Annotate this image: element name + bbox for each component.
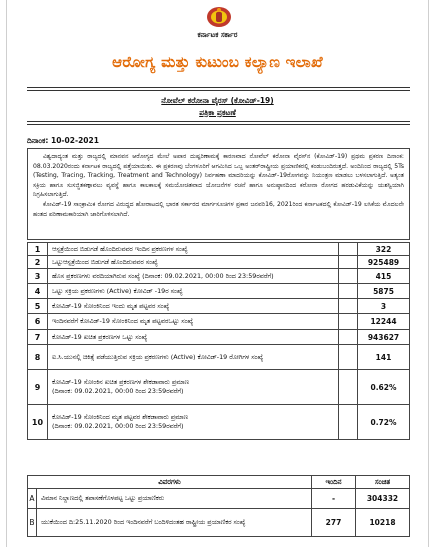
row-description: ವಿಮಾನ ನಿಲ್ದಾಣದಲ್ಲಿ ತಪಾಸಣೆಗೊಳಪಟ್ಟ ಒಟ್ಟು ಪ್ರಯಾಣಿಕರು [37,489,312,509]
row-description-cell [48,370,339,405]
intro-paragraph-1: ವಿಶ್ವದಾದ್ಯಂತ ಮತ್ತು ರಾಜ್ಯದಲ್ಲಿ ಮಾನವನ ಆರೋಗ್ಯದ ಮೇಲೆ ಅಪಾರ ದುಷ್ಪರಿಣಾಮಕ್ಕೆ ಕಾರಣವಾದ ನೋವೆಲ್ ಕರೋನಾ ವೈರಸ್‌ನ (ಕೋವಿಡ್-19) ಪ್ರಥಮ ಪ್ರಕರಣ ದಿನಾಂಕ: 08.03.2020ರಂದು ಕರ್ನಾಟಕ ರಾಜ್ಯದಲ್ಲಿ ಪತ್ತೆಯಾಯಿತು. ಈ ಪ್ರಕರಣವು ಬೆಂಗಳೂರಿಗೆ ಆಗಮಿಸಿದ ಒಬ್ಬ ಅಂತರ್‌ರಾಷ್ಟ್ರೀಯ ಪ್ರಯಾಣಿಕರಲ್ಲಿ ಕಂಡುಬಂದಿರುತ್ತದೆ. ಅಂದಿನಿಂದ ರಾಜ್ಯದಲ್ಲಿ 5Ts (Testing, Tracing, Tracking, Treatment and Technology) ನಿರ್ವಹಣಾ ಮಾದರಿಯನ್ನು ಕೋವಿಡ್-19ರೋಗವನ್ನು ನಿಯಂತ್ರಣ ಮಾಡಲು ಬಳಸಲಾಗುತ್ತಿದೆ. ಅತ್ಯಂತ ಸಕ್ರಿಯ ಹಾಗೂ ಸುಸಜ್ಜಿತಕಣ್ಗಾವಲು ವ್ಯವಸ್ಥೆ ಹಾಗೂ ಕಾಲಕಾಲಕ್ಕೆ ಸಮಯೋಚಿತವಾದ ಯೋಜನೆಗಳ ರಚನೆ ಹಾಗೂ ಅನುಷ್ಠಾನದಿಂದ ಕರೋನಾ ರೋಗದ ಹರಡುವಿಕೆಯನ್ನು ಯಶಸ್ವಿಯಾಗಿ ನಿಗ್ರಹಿಸಲಾಗುತ್ತಿದೆ. [33,153,404,199]
row-description: ಒಟ್ಟು ಸಕ್ರಿಯ ಪ್ರಕರಣಗಳು (Active) ಕೋವಿಡ್ -19ರ ಸಂಖ್ಯೆ [48,284,339,299]
blank-cell [339,256,358,269]
blank-cell [339,345,358,370]
subject-title: ನೋವೆಲ್ ಕರೋನಾ ವೈರಸ್ (ಕೋವಿಡ್-19) [161,96,274,105]
row-description-date: (ದಿನಾಂಕ: 09.02.2021, 00:00 ರಿಂದ 23:59ರವರೆಗೆ) [52,387,184,395]
row-id: B [28,509,37,537]
table-row [28,269,410,284]
blank-cell [339,243,358,256]
table-row [28,299,410,314]
table-header-row [28,476,410,489]
table-row [28,256,410,269]
row-value: 943627 [358,330,410,345]
row-number: 1 [28,243,48,256]
table-row [28,405,410,440]
divider-top-2 [27,90,410,91]
row-cumulative: 10218 [356,509,410,537]
row-description: ಕೋವಿಡ್-19 ಸೋಂಕಿನ ಖಚಿತ ಪ್ರಕರಣಗಳ ಶೇಕಡಾವಾರು ಪ್ರಮಾಣ [52,378,190,386]
table-row [28,509,410,537]
row-value: 141 [358,345,410,370]
header-details: ವಿವರಗಳು [28,476,312,489]
row-value: 322 [358,243,410,256]
row-value: 415 [358,269,410,284]
statistics-table [27,242,410,440]
row-number: 5 [28,299,48,314]
blank-cell [339,405,358,440]
row-description-cell [48,405,339,440]
row-value: 12244 [358,314,410,330]
intro-paragraph-box [27,148,410,240]
intro-paragraph-2: ಕೋವಿಡ್-19 ಸಾಂಕ್ರಾಮಿಕ ರೋಗದ ವಿರುದ್ಧದ ಹೋರಾಟದಲ್ಲಿ ಭಾರತ ಸರ್ಕಾರದ ಮಾರ್ಗಸೂಚಿಗಳ ಪ್ರಕಾರ ಜನವರಿ16, 2021ರಿಂದ ಕರ್ನಾಟಕದಲ್ಲಿ ಕೋವಿಡ್-19 ಲಸಿಕೆಯ ಮೊದಲನೇ ಹಂತದ ಪರಿಣಾಮಕಾರಿಯಾಗಿ ಜಾರಿಗೊಳಿಸಲಾಗಿದೆ. [33,200,404,218]
row-value: 0.62% [358,370,410,405]
header-today: ಇಂದಿನ [312,476,356,489]
row-number: 3 [28,269,48,284]
row-number: 2 [28,256,48,269]
row-description: ಆಸ್ಪತ್ರೆಯಿಂದ ಬಿಡುಗಡೆ ಹೊಂದಿರುವವರ ಇಂದಿನ ಪ್ರಕರಣಗಳ ಸಂಖ್ಯೆ [48,243,339,256]
table-row [28,284,410,299]
blank-cell [339,269,358,284]
traveller-table [27,475,410,537]
blank-cell [339,314,358,330]
blank-cell [339,284,358,299]
row-description: ಕೋವಿಡ್-19 ಸೋಂಕಿನಿಂದ ಮೃತ ಪಟ್ಟವರ ಶೇಕಡಾವಾರು ಪ್ರಮಾಣ [52,413,189,421]
state-emblem-icon [206,6,232,28]
table-row [28,489,410,509]
row-value: 3 [358,299,410,314]
row-value: 5875 [358,284,410,299]
release-date: ದಿನಾಂಕ: 10-02-2021 [27,136,99,145]
department-title: ಆರೋಗ್ಯ ಮತ್ತು ಕುಟುಂಬ ಕಲ್ಯಾಣ ಇಲಾಖೆ [112,53,323,71]
row-description: ಐ.ಸಿ.ಯುನಲ್ಲಿ ಚಿಕಿತ್ಸೆ ಪಡೆಯುತ್ತಿರುವ ಸಕ್ರಿಯ ಪ್ರಕರಣಗಳು (Active) ಕೋವಿಡ್-19 ರೋಗಿಗಳ ಸಂಖ್ಯೆ [48,345,339,370]
government-label: ಕರ್ನಾಟಕ ಸರ್ಕಾರ [197,31,238,39]
row-cumulative: 304332 [356,489,410,509]
row-number: 6 [28,314,48,330]
table-row [28,243,410,256]
row-description: ಕೋವಿಡ್-19 ಖಚಿತ ಪ್ರಕರಣಗಳ ಒಟ್ಟು ಸಂಖ್ಯೆ [48,330,339,345]
row-description: ಒಟ್ಟುಆಸ್ಪತ್ರೆಯಿಂದ ಬಿಡುಗಡೆ ಹೊಂದಿರುವವರ ಸಂಖ್ಯೆ [48,256,339,269]
blank-cell [339,299,358,314]
row-value: 0.72% [358,405,410,440]
row-value: 925489 [358,256,410,269]
press-release-page [6,0,429,547]
row-description: ಯುಕೆಯಿಂದ ದಿ:25.11.2020 ರಿಂದ ಇಂದಿನವರೆಗೆ ಬಂದಿಳಿದಂತಹ ರಾಷ್ಟ್ರೀಯ ಪ್ರಯಾಣಿಕರ ಸಂಖ್ಯೆ [37,509,312,537]
table-row [28,370,410,405]
row-description: ಹೊಸ ಪ್ರಕರಣಗಳು ವರದಿಯಾಗಿರುವ ಸಂಖ್ಯೆ (ದಿನಾಂಕ: 09.02.2021, 00:00 ರಿಂದ 23:59ರವರೆಗೆ) [48,269,339,284]
row-number: 8 [28,345,48,370]
row-number: 4 [28,284,48,299]
header-cumulative: ಸಂಚಿತ [356,476,410,489]
row-today: - [312,489,356,509]
divider-top [27,87,410,88]
table-row [28,330,410,345]
divider-mid [27,121,410,122]
row-today: 277 [312,509,356,537]
row-description: ಕೋವಿಡ್-19 ಸೋಂಕಿನಿಂದ ಇಂದು ಮೃತ ಪಟ್ಟವರ ಸಂಖ್ಯೆ [48,299,339,314]
divider-mid-2 [27,124,410,125]
row-description: ಇಂದಿನವರೆಗೆ ಕೋವಿಡ್-19 ಸೋಂಕಿನಿಂದ ಮೃತ ಪಟ್ಟವರಒಟ್ಟು ಸಂಖ್ಯೆ [48,314,339,330]
table-row [28,345,410,370]
blank-cell [339,330,358,345]
row-number: 9 [28,370,48,405]
document-type: ಪತ್ರಿಕಾ ಪ್ರಕಟಣೆ [199,108,236,117]
row-id: A [28,489,37,509]
blank-cell [339,370,358,405]
row-description-date: (ದಿನಾಂಕ: 09.02.2021, 00:00 ರಿಂದ 23:59ರವರೆಗೆ) [52,422,184,430]
row-number: 7 [28,330,48,345]
row-number: 10 [28,405,48,440]
table-row [28,314,410,330]
